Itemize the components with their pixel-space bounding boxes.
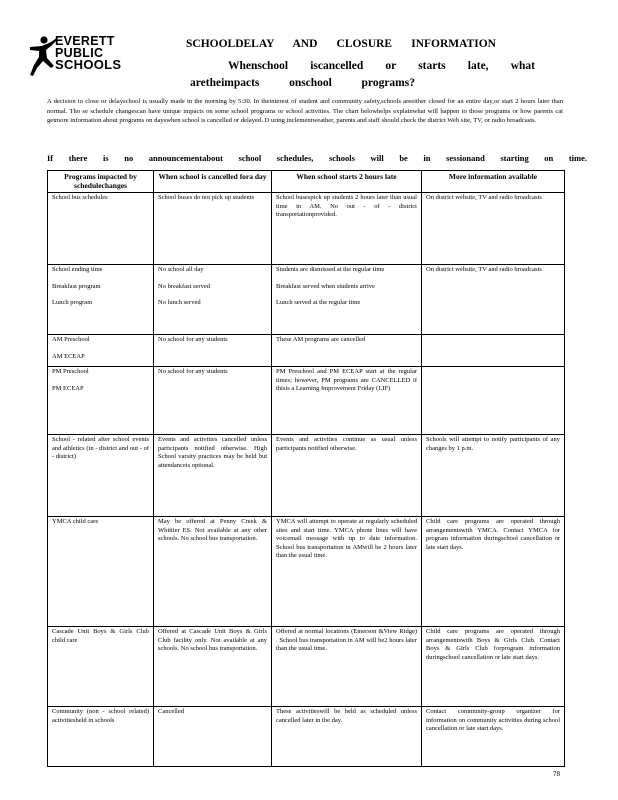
table-cell-late — [272, 265, 422, 335]
cell-text: YMCA will attempt to operate at regularly scheduled sites and start time. YMCA phone lines will have voicemail message with up to date information. School bus transportation in AMwill be 2 hours later than the usual time. — [276, 518, 417, 559]
header-programs: Programs impacted by schedulechanges — [48, 171, 154, 193]
table-row — [48, 517, 565, 627]
table-header-row — [48, 171, 565, 193]
table-cell-cancelled — [154, 265, 272, 335]
page-subtitle — [190, 58, 535, 92]
table-cell-program — [48, 367, 154, 435]
cell-text: AM ECEAP — [52, 352, 85, 360]
table-cell-cancelled — [154, 707, 272, 767]
cell-text: PM Preschool and PM ECEAP start at the regular times; however, PM programs are CANCELLED if thisis a Learning Improvement Friday (LIF) — [276, 368, 417, 392]
cell-text: Contact community-group organizer for information on community activities during school cancellation or late start days. — [426, 708, 560, 732]
cell-text: These activitieswill be held as scheduled unless cancelled later in the day. — [276, 708, 417, 724]
table-cell-program — [48, 707, 154, 767]
table-cell-info — [422, 265, 565, 335]
header-cancelled: When school is cancelled fora day — [154, 171, 272, 193]
table-cell-program — [48, 265, 154, 335]
cell-text: Child care programs are operated through arrangementswith YMCA. Contact YMCA for program information duringschool cancellation or late start days. — [426, 518, 560, 551]
table-cell-cancelled — [154, 193, 272, 265]
table-row — [48, 265, 565, 335]
table-row — [48, 707, 565, 767]
table-cell-program — [48, 627, 154, 707]
cell-text: Students are dismissed at the regular time — [276, 266, 385, 273]
subtitle-line-2: aretheimpacts onschool programs? — [190, 77, 415, 89]
cell-text: Community (non - school related) activitiesheld in schools — [52, 708, 149, 724]
cell-text: No lunch served — [158, 299, 201, 306]
cell-text: YMCA child care — [52, 518, 99, 525]
table-cell-info — [422, 627, 565, 707]
table-cell-late — [272, 335, 422, 367]
table-cell-late — [272, 435, 422, 517]
cell-gap — [52, 291, 149, 299]
table-cell-cancelled — [154, 627, 272, 707]
intro-paragraph: A decision to close or delayschool is usually made in the morning by 5:30. In theinterest of student and community safety,schools areeither closed for an entire day,or start 2 hours later than normal. Tho se schedule changescan have unique impacts on some school programs or school activities. The chart belowhelps explainwhat will happen to those programs or how parents cat getmore information about programs on dayswhen school is cancelled or delayed. D uring inclementweather, parents and staff should check the district Web site, TV, or radio broadcasts. — [47, 98, 563, 124]
table-cell-info — [422, 367, 565, 435]
table-cell-cancelled — [154, 517, 272, 627]
header-info: More information available — [422, 171, 565, 193]
cell-text: Breakfast program — [52, 282, 101, 290]
cell-text: No school all day — [158, 266, 204, 273]
cell-text: Lunch served at the regular time — [276, 299, 361, 306]
cell-text: Events and activities cancelled unless participants notified otherwise. High School varsity practices may be held but attendanceis optional. — [158, 436, 267, 469]
cell-text: Cancelled — [158, 708, 184, 715]
cell-text: On district website, TV and radio broadcasts — [426, 194, 542, 201]
cell-text: May be offered at Penny Creek & Whittier ES. Not available at any other schools. No school bus transportation. — [158, 518, 267, 542]
cell-text: Cascade Unit Boys & Girls Club child care — [52, 628, 149, 644]
table-cell-late — [272, 627, 422, 707]
table-cell-program — [48, 335, 154, 367]
table-row — [48, 367, 565, 435]
page-title: SCHOOLDELAY AND CLOSURE INFORMATION — [186, 38, 496, 50]
table-cell-program — [48, 517, 154, 627]
cell-gap — [276, 275, 417, 283]
cell-text: PM ECEAP — [52, 384, 84, 392]
table-cell-info — [422, 335, 565, 367]
table-body — [48, 193, 565, 767]
logo-line-everett: EVERETT — [55, 34, 115, 48]
cell-gap — [158, 275, 267, 283]
page-number: 78 — [553, 770, 560, 778]
cell-gap — [52, 377, 149, 385]
cell-gap — [52, 275, 149, 283]
logo-line-public: PUBLIC — [55, 46, 104, 60]
cell-text: Offered at normal locations (Emerson &View Ridge) . School bus transportation in AM will be2 hours later than the usual time. — [276, 628, 417, 652]
table-cell-late — [272, 707, 422, 767]
cell-text: These AM programs are cancelled — [276, 336, 366, 343]
table-cell-cancelled — [154, 367, 272, 435]
cell-text: School ending time — [52, 266, 103, 273]
cell-gap — [52, 345, 149, 353]
subtitle-line-1: Whenschool iscancelled or starts late, what — [228, 60, 535, 72]
table-cell-cancelled — [154, 435, 272, 517]
table-cell-late — [272, 367, 422, 435]
header-late: When school starts 2 hours late — [272, 171, 422, 193]
table-row — [48, 627, 565, 707]
cell-text: School - related after school events and athletics (in - district and out - of - district) — [52, 436, 149, 460]
table-cell-info — [422, 435, 565, 517]
cell-text: Child care programs are operated through arrangementswith Boys & Girls Club. Contact Boys & Girls Club forprogram information duringschool cancellation or late start days. — [426, 628, 560, 661]
table-cell-program — [48, 435, 154, 517]
table-cell-info — [422, 517, 565, 627]
cell-text: School buses do not pick up students — [158, 194, 255, 201]
table-cell-late — [272, 193, 422, 265]
cell-text: Schools will attempt to notify participants of any changes by 1 p.m. — [426, 436, 560, 452]
table-cell-cancelled — [154, 335, 272, 367]
table-row — [48, 193, 565, 265]
cell-text: No school for any students — [158, 336, 228, 343]
table-cell-info — [422, 707, 565, 767]
cell-text: Offered at Cascade Unit Boys & Girls Club facility only. Not available at any schools. No school bus transportation. — [158, 628, 267, 652]
cell-text: School bus schedules — [52, 194, 108, 201]
cell-text: School busespick up students 2 hours later than usual time in AM. No out - of - district transportationprovided. — [276, 194, 417, 218]
intro-notice: If there is no announcementabout school schedules, schools will be in sessionand starting on time. — [47, 153, 587, 163]
cell-text: No breakfast served — [158, 282, 210, 290]
cell-text: Events and activities continue as usual unless participants notified otherwise. — [276, 436, 417, 452]
cell-text: AM Preschool — [52, 336, 90, 343]
cell-gap — [158, 291, 267, 299]
cell-text: No school for any students — [158, 368, 228, 375]
table-cell-program — [48, 193, 154, 265]
cell-gap — [276, 291, 417, 299]
logo-line-schools: SCHOOLS — [55, 57, 122, 72]
table-cell-info — [422, 193, 565, 265]
cell-text: PM Preschool — [52, 368, 89, 375]
table-cell-late — [272, 517, 422, 627]
table-row — [48, 335, 565, 367]
impact-table — [47, 170, 565, 767]
cell-text: On district website, TV and radio broadcasts — [426, 266, 542, 273]
cell-text: Breakfast served when students arrive — [276, 282, 375, 290]
logo-wordmark — [55, 35, 121, 71]
cell-text: Lunch program — [52, 299, 93, 306]
table-row — [48, 435, 565, 517]
district-logo — [27, 33, 157, 81]
